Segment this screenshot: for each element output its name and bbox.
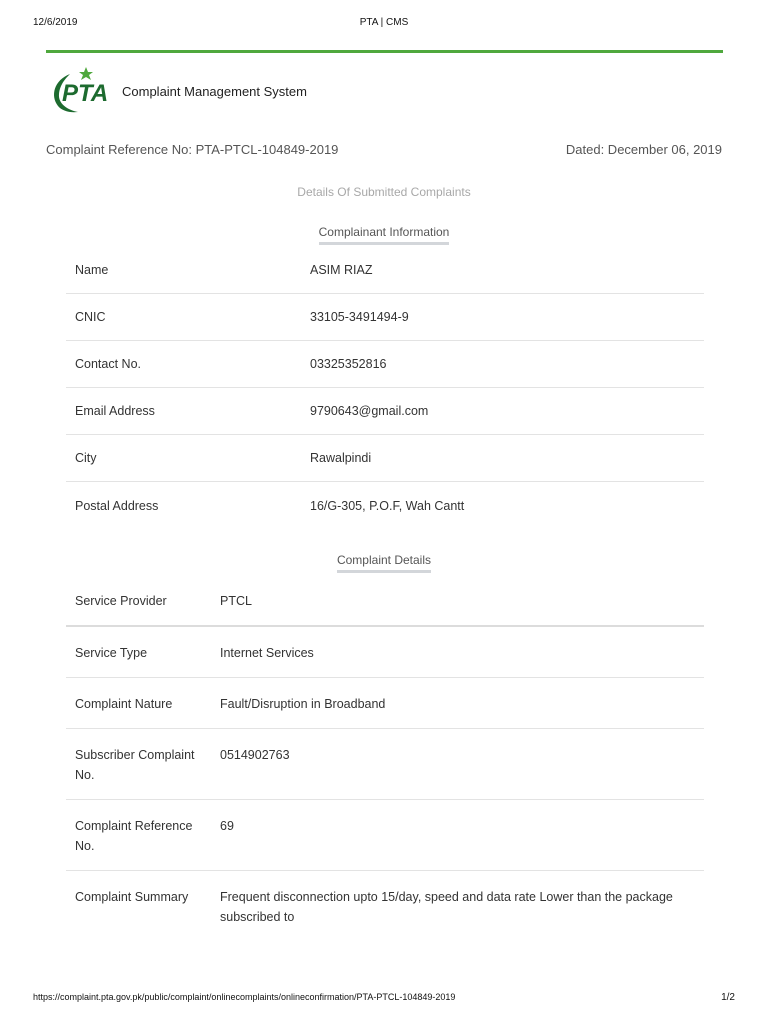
table-row xyxy=(66,800,704,871)
table-row xyxy=(66,388,704,435)
row-label: Postal Address xyxy=(75,498,159,513)
row-value: 69 xyxy=(220,819,234,833)
table-row xyxy=(66,575,704,627)
table-row xyxy=(66,435,704,482)
complaint-heading-text: Complaint Details xyxy=(337,553,431,573)
row-value: ASIM RIAZ xyxy=(310,263,373,277)
row-value: 03325352816 xyxy=(310,357,387,371)
row-label: Complaint Reference No. xyxy=(75,819,193,853)
row-label: Name xyxy=(75,263,109,277)
complainant-info-table xyxy=(66,247,704,529)
row-label: Complaint Nature xyxy=(75,697,173,711)
complainant-section-heading xyxy=(0,223,768,245)
complaint-date: Dated: December 06, 2019 xyxy=(565,142,722,157)
row-value: 9790643@gmail.com xyxy=(310,404,429,418)
table-row xyxy=(66,871,704,941)
logo-text: PTA xyxy=(62,80,109,107)
print-date: 12/6/2019 xyxy=(33,17,78,28)
row-label: Complaint Summary xyxy=(75,890,189,904)
header-divider xyxy=(46,50,723,53)
app-title: Complaint Management System xyxy=(122,84,307,99)
table-row xyxy=(66,294,704,341)
page-number: 1/2 xyxy=(721,992,735,1003)
row-value: 0514902763 xyxy=(220,748,290,762)
table-row xyxy=(66,627,704,678)
table-row xyxy=(66,482,704,529)
row-value: PTCL xyxy=(220,594,252,608)
table-row xyxy=(66,247,704,294)
table-row xyxy=(66,678,704,729)
row-label: Service Type xyxy=(75,646,148,660)
pta-logo xyxy=(48,66,120,116)
page-subtitle: Details Of Submitted Complaints xyxy=(297,185,471,199)
table-row xyxy=(66,341,704,388)
row-value: Fault/Disruption in Broadband xyxy=(220,697,386,711)
complaint-reference-number: Complaint Reference No: PTA-PTCL-104849-2019 xyxy=(46,142,339,157)
row-label: CNIC xyxy=(75,310,106,324)
print-page-title: PTA | CMS xyxy=(359,17,409,28)
complaint-section-heading xyxy=(0,551,768,573)
page-url: https://complaint.pta.gov.pk/public/complaint/onlinecomplaints/onlineconfirmation/PTA-PTCL-104849-2019 xyxy=(33,992,456,1002)
row-value: Rawalpindi xyxy=(310,451,372,465)
row-value: Frequent disconnection upto 15/day, speed and data rate Lower than the package subscribed to xyxy=(220,890,673,924)
row-value: 33105-3491494-9 xyxy=(310,310,409,324)
row-label: Subscriber Complaint No. xyxy=(75,748,195,782)
complainant-heading-text: Complainant Information xyxy=(319,225,450,245)
row-value: Internet Services xyxy=(220,646,314,660)
print-footer xyxy=(0,992,768,1006)
print-header xyxy=(0,17,768,31)
row-value: 16/G-305, P.O.F, Wah Cantt xyxy=(310,498,465,513)
row-label: City xyxy=(75,451,97,465)
table-row xyxy=(66,729,704,800)
row-label: Email Address xyxy=(75,404,155,418)
row-label: Service Provider xyxy=(75,594,167,608)
row-label: Contact No. xyxy=(75,357,142,371)
complaint-details-table xyxy=(66,575,704,941)
